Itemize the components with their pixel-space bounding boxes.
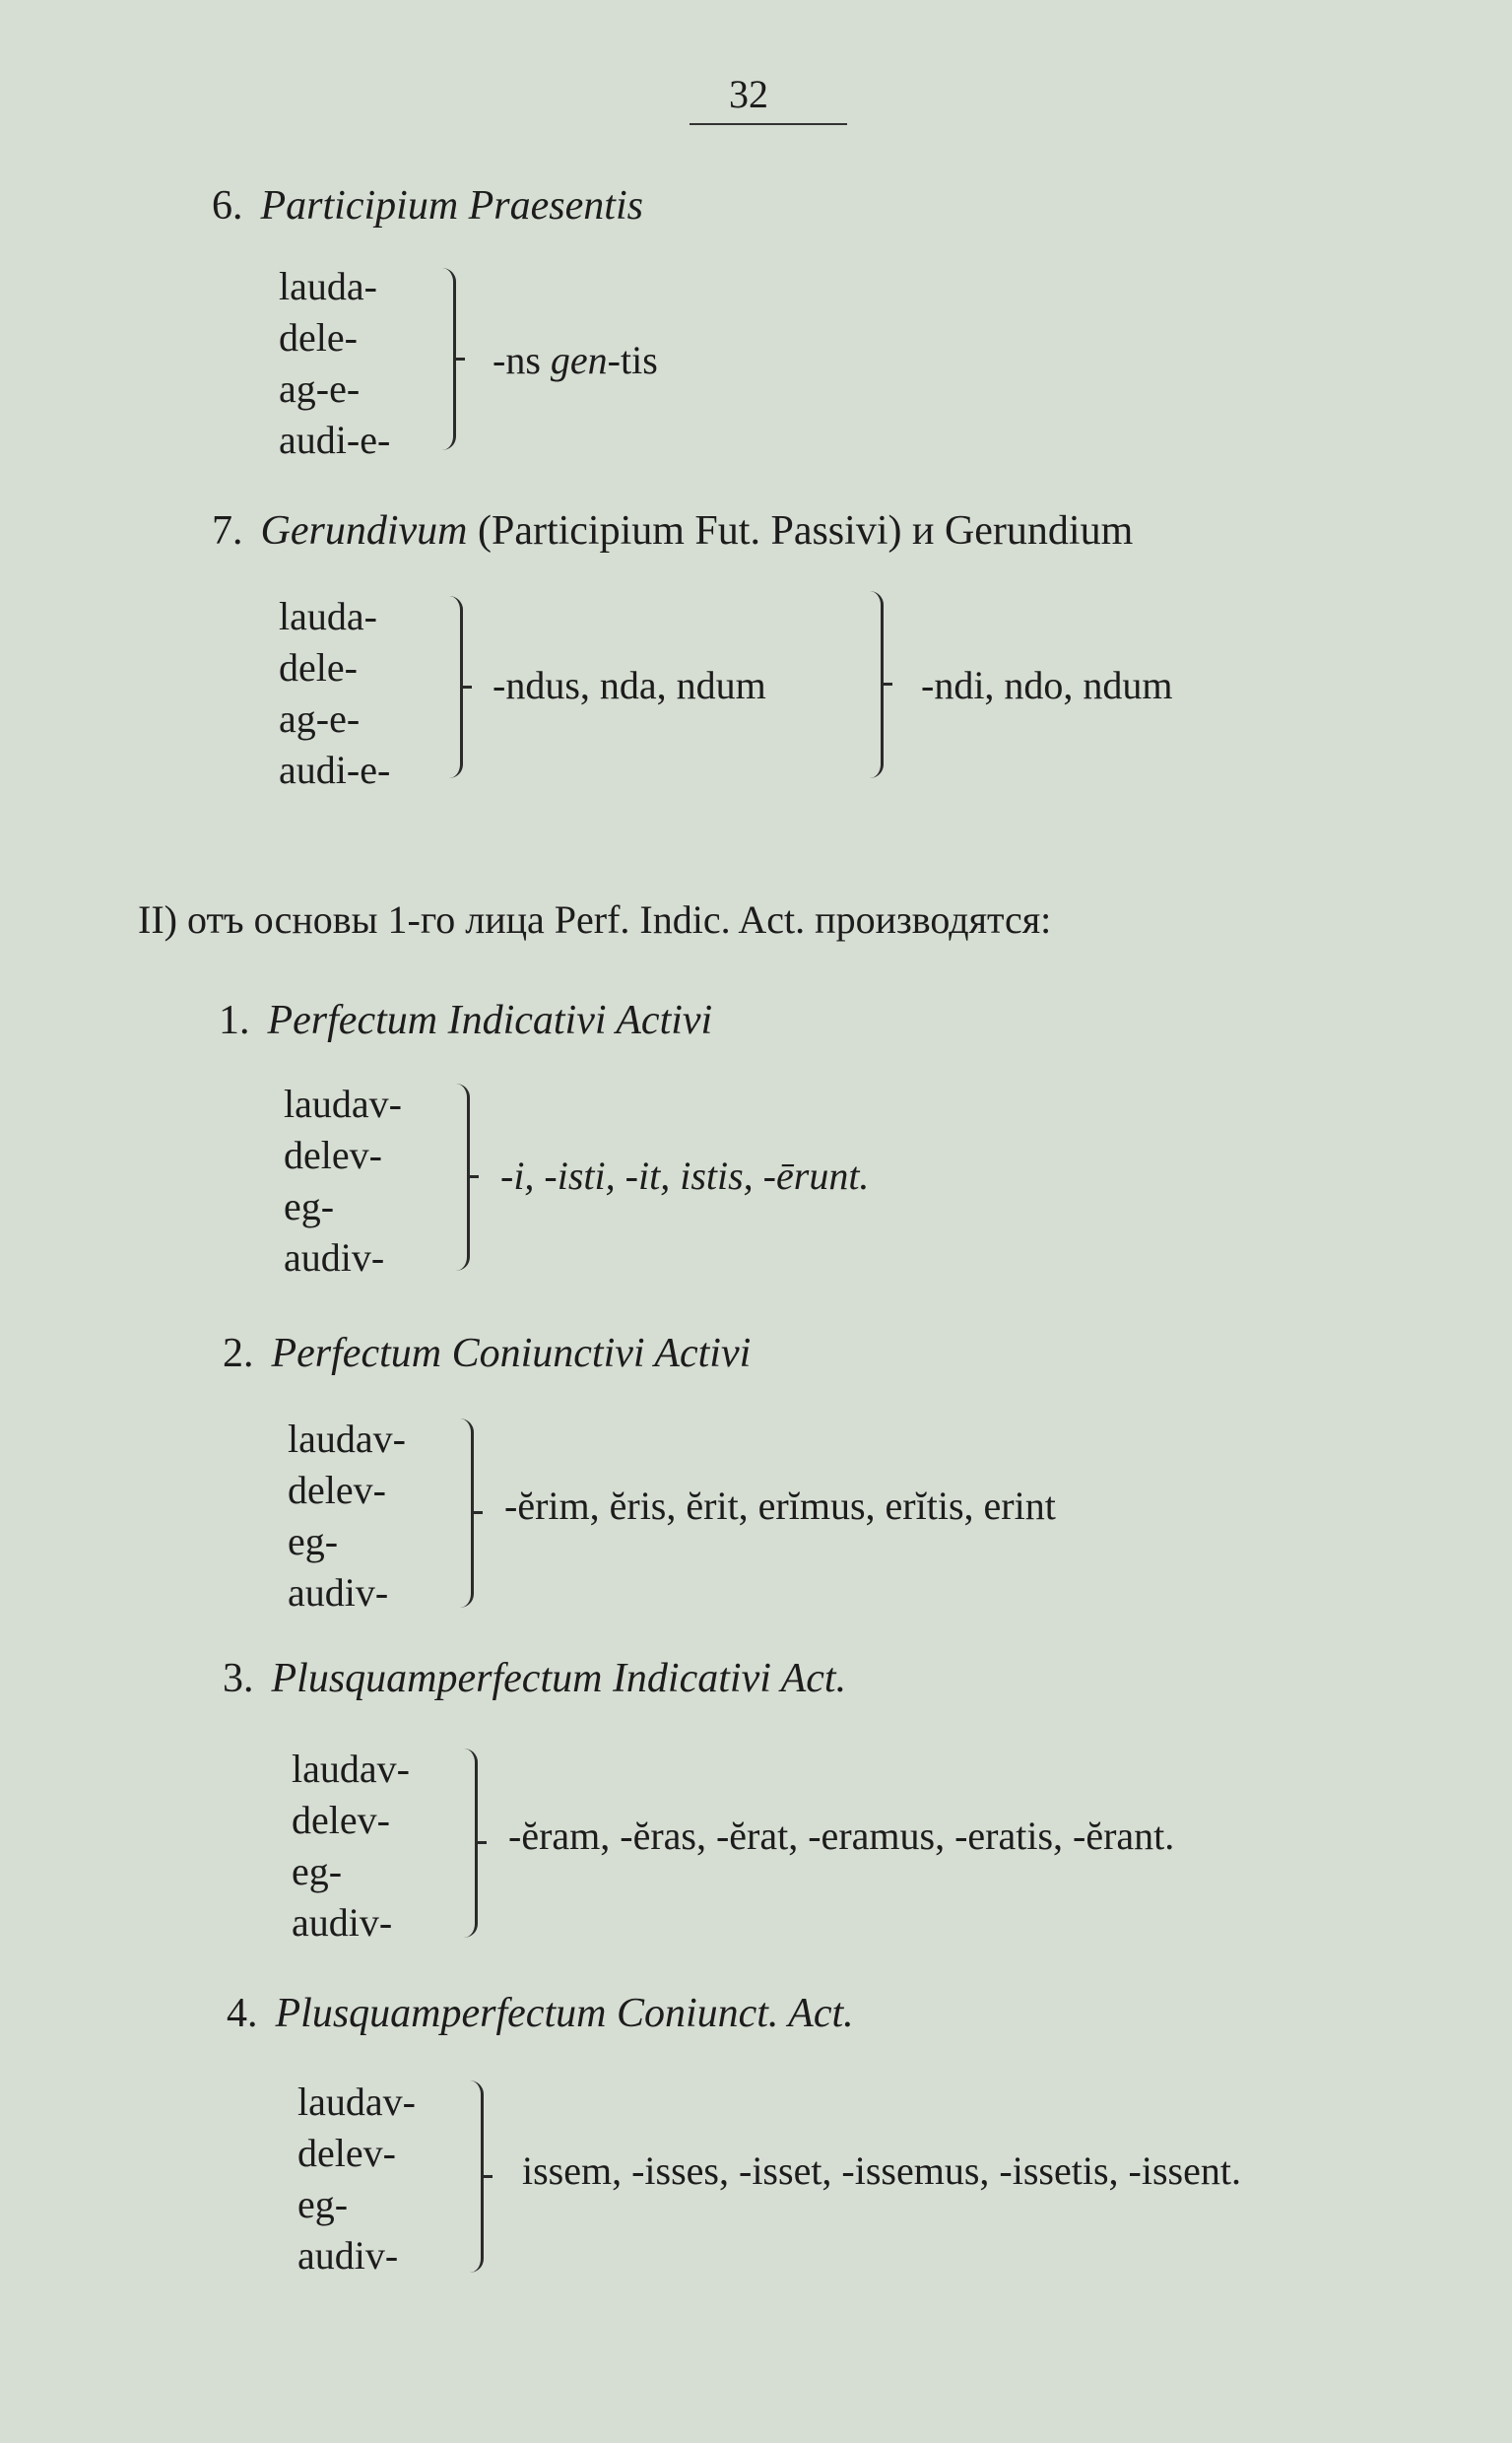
ending-prefix: -ns xyxy=(493,338,551,382)
item-title-rest: (Participium Fut. Passivi) и Gerundium xyxy=(477,508,1134,554)
stem: dele- xyxy=(279,645,358,690)
item-title: Perfectum Coniunctivi Activi xyxy=(271,1331,752,1376)
item-number: 7. xyxy=(212,508,243,554)
stem-list xyxy=(279,261,390,466)
ending-text: -ĕram, -ĕras, -ĕrat, -eramus, -eratis, -ĕrant. xyxy=(508,1814,1175,1858)
item-title-italic: Gerundivum xyxy=(260,508,468,554)
stem: delev- xyxy=(284,1133,382,1177)
ending-text: -ndi, ndo, ndum xyxy=(921,663,1173,707)
ending-text: -i, -isti, -it, istis, -ērunt. xyxy=(500,1154,870,1198)
stem: delev- xyxy=(288,1468,386,1512)
page-number: 32 xyxy=(729,72,768,116)
page-number-rule xyxy=(690,123,847,125)
item-title: Plusquamperfectum Indicativi Act. xyxy=(271,1656,847,1701)
stem: laudav- xyxy=(284,1082,402,1126)
stem: ag-e- xyxy=(279,696,361,741)
item-title: Participium Praesentis xyxy=(260,183,643,229)
stem: ag-e- xyxy=(279,366,361,411)
stem: delev- xyxy=(292,1798,390,1842)
ending-text: issem, -isses, -isset, -issemus, -issetis, -issent. xyxy=(522,2148,1241,2193)
stem: laudav- xyxy=(297,2080,416,2124)
heading-gerundivum xyxy=(212,507,1133,555)
ending-suffix: -tis xyxy=(607,338,658,382)
stem-list xyxy=(288,1414,406,1618)
stem: dele- xyxy=(279,315,358,360)
heading-participium-praesentis xyxy=(212,182,643,230)
stem: delev- xyxy=(297,2131,396,2175)
brace xyxy=(448,596,463,778)
heading-perfectum-indicativi xyxy=(219,997,712,1044)
section-text: отъ основы 1-го лица Perf. Indic. Act. производятся: xyxy=(186,897,1052,942)
heading-plusquamperfectum-indicativi xyxy=(223,1655,846,1702)
stem: audiv- xyxy=(292,1900,393,1945)
ending-text: -ĕrim, ĕris, ĕrit, erĭmus, erĭtis, erint xyxy=(504,1484,1056,1528)
item-number: 6. xyxy=(212,183,243,229)
item-number: 3. xyxy=(223,1656,254,1701)
stem: audi-e- xyxy=(279,748,391,792)
item-number: 4. xyxy=(227,1991,258,2036)
stem-list xyxy=(292,1744,410,1948)
stem: laudav- xyxy=(288,1417,406,1461)
stem: eg- xyxy=(292,1849,343,1893)
stem-list xyxy=(284,1079,402,1284)
stem: audiv- xyxy=(288,1570,389,1615)
heading-perfectum-coniunctivi xyxy=(223,1330,751,1377)
ending-italic: gen xyxy=(550,338,608,382)
item-title: Plusquamperfectum Coniunct. Act. xyxy=(275,1991,854,2036)
stem: audiv- xyxy=(284,1235,385,1280)
item-title: Perfectum Indicativi Activi xyxy=(267,998,713,1043)
stem: lauda- xyxy=(279,264,377,308)
stem: laudav- xyxy=(292,1747,410,1791)
stem: audi-e- xyxy=(279,418,391,462)
brace xyxy=(469,2080,484,2273)
stem: eg- xyxy=(288,1519,339,1563)
stem-list xyxy=(297,2077,416,2281)
item-number: 2. xyxy=(223,1331,254,1376)
stem: eg- xyxy=(284,1184,335,1228)
section-label: II) xyxy=(138,897,177,942)
ending-text: -ndus, nda, ndum xyxy=(493,663,766,707)
ending-text xyxy=(493,337,658,383)
stem: eg- xyxy=(297,2182,349,2226)
stem: audiv- xyxy=(297,2233,399,2278)
item-number: 1. xyxy=(219,998,250,1043)
brace xyxy=(459,1419,474,1608)
brace xyxy=(455,1084,470,1271)
section-ii-heading xyxy=(138,896,1051,943)
brace xyxy=(441,268,456,450)
stem: lauda- xyxy=(279,594,377,638)
brace xyxy=(869,591,884,778)
heading-plusquamperfectum-coniunct xyxy=(227,1990,854,2037)
stem-list xyxy=(279,591,390,796)
brace xyxy=(463,1749,478,1938)
